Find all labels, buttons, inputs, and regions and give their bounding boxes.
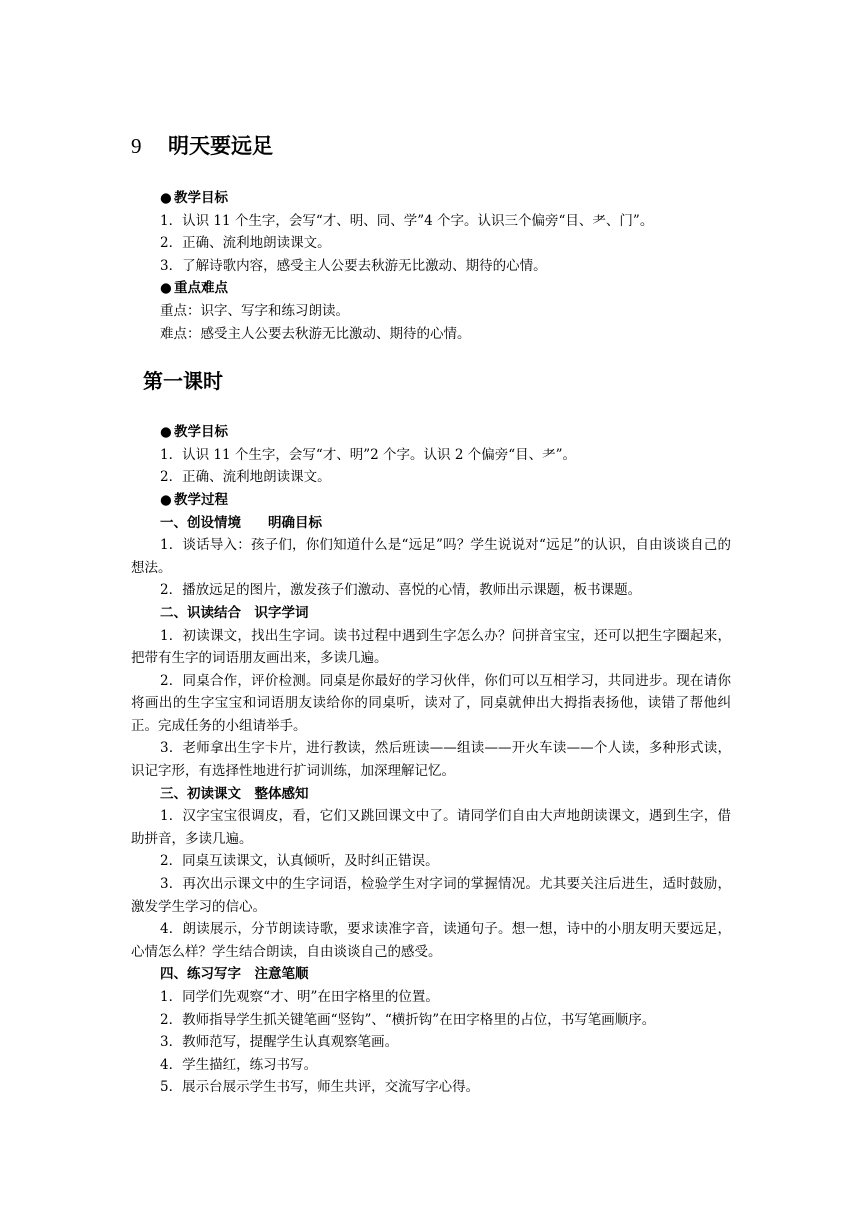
lesson-goal-item: 1．认识 11 个生字，会写“才、明”2 个字。认识 2 个偏旁“目、⺹”。 [160,446,577,463]
goal-item: 3．了解诗歌内容，感受主人公要去秋游无比激动、期待的心情。 [160,257,547,274]
key-point-item: 重点：识字、写字和练习朗读。 [160,302,349,319]
key-points-heading: ● 重点难点 [131,277,731,300]
section-paragraph: 3．教师范写，提醒学生认真观察笔画。 [160,1034,399,1051]
bullet-icon: ● [160,491,172,508]
goal-item: 1．认识 11 个生字，会写“才、明、同、学”4 个字。认识三个偏旁“目、⺹、门”。 [160,212,654,229]
section-paragraph: 3．老师拿出生字卡片，进行教读，然后班读——组读——开火车读——个人读，多种形式读，识记字形，有选择性地进行扩词训练，加深理解记忆。 [131,740,731,780]
process-heading: ● 教学过程 [131,489,731,512]
section-paragraph: 2．同桌合作，评价检测。同桌是你最好的学习伙伴，你们可以互相学习，共同进步。现在请你将画出的生字宝宝和词语朋友读给你的同桌听，读对了，同桌就伸出大拇指表扬他，读错了帮他纠正。完成任务的小组请举手。 [131,672,731,734]
section-paragraph: 2．播放远足的图片，激发孩子们激动、喜悦的心情，教师出示课题，板书课题。 [160,582,642,599]
lesson-goal-item: 2．正确、流利地朗读课文。 [160,469,331,486]
lesson-heading: 第一课时 [143,369,223,394]
section-heading: 四、练习写字 注意笔顺 [160,966,309,983]
section-paragraph: 1．汉字宝宝很调皮，看，它们又跳回课文中了。请同学们自由大声地朗读课文，遇到生字，借助拼音，多读几遍。 [131,808,731,847]
document-content [131,128,731,1099]
section-paragraph: 4．学生描红，练习书写。 [160,1056,318,1073]
lesson-title: 明天要远足 [168,134,273,158]
key-point-item: 难点：感受主人公要去秋游无比激动、期待的心情。 [160,325,471,342]
section-paragraph: 1．同学们先观察“才、明”在田字格里的位置。 [160,989,439,1005]
bullet-icon: ● [160,190,172,206]
section-paragraph: 5．展示台展示学生书写，师生共评，交流写字心得。 [160,1079,480,1096]
section-heading: 二、识读结合 识字学词 [160,604,309,621]
section-paragraph: 4．朗读展示，分节朗读诗歌，要求读准字音，读通句子。想一想，诗中的小朋友明天要远足，心情怎么样？学生结合朗读，自由谈谈自己的感受。 [131,921,731,960]
section-heading: 三、初读课文 整体感知 [160,785,309,802]
lesson-goals-heading: ● 教学目标 [131,421,731,444]
bullet-icon: ● [160,280,172,297]
page-title [131,128,731,164]
section-heading: 一、创设情境 明确目标 [160,514,322,531]
section-paragraph: 3．再次出示课文中的生字词语，检验学生对字词的掌握情况。尤其要关注后进生，适时鼓励，激发学生学习的信心。 [131,876,731,915]
lesson-number: 9 [131,134,142,158]
section-paragraph: 2．教师指导学生抓关键笔画“竖钩”、“横折钩”在田字格里的占位，书写笔画顺序。 [160,1011,656,1028]
goals-heading: ● 教学目标 [131,187,731,210]
section-paragraph: 1．初读课文，找出生字词。读书过程中遇到生字怎么办？问拼音宝宝，还可以把生字圈起来，把带有生字的词语朋友画出来，多读几遍。 [131,627,731,667]
section-paragraph: 1．谈话导入：孩子们，你们知道什么是“远足”吗？学生说说对“远足”的认识，自由谈谈自己的想法。 [131,537,731,576]
bullet-icon: ● [160,424,172,441]
goal-item: 2．正确、流利地朗读课文。 [160,235,331,252]
section-paragraph: 2．同桌互读课文，认真倾听，及时纠正错误。 [160,853,439,870]
